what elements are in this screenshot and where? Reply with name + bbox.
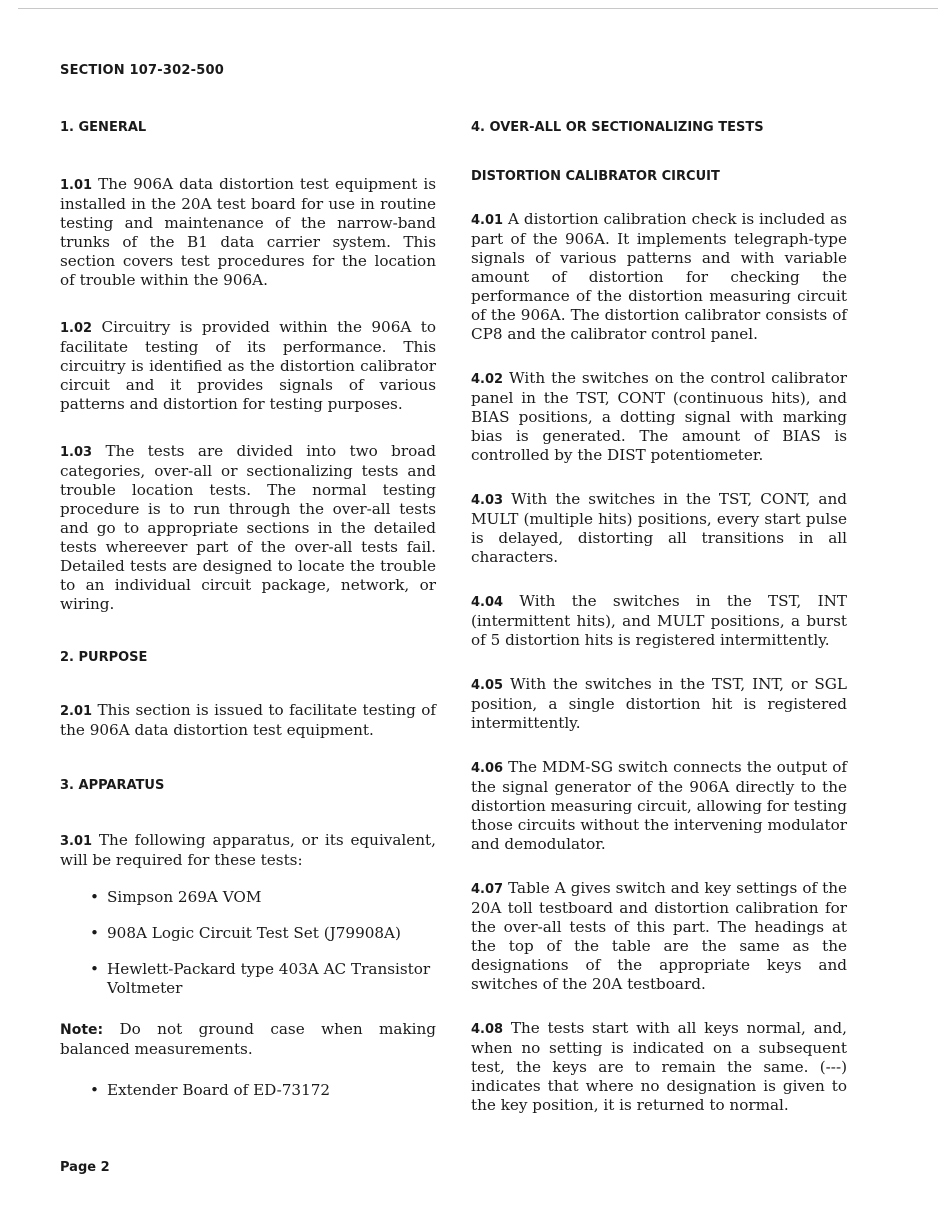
paragraph-number: 1.02: [60, 321, 93, 336]
paragraph-text: With the switches in the TST, INT (intermittent hits), and MULT positions, a burst of 5 distortion hits is registered intermittently.: [471, 592, 847, 649]
paragraph-number: 2.01: [60, 704, 93, 719]
general-heading: 1. GENERAL: [60, 120, 147, 135]
paragraph-1-01: [60, 175, 436, 290]
purpose-heading: 2. PURPOSE: [60, 650, 148, 665]
paragraph-1-03: [60, 442, 436, 614]
paragraph-text: With the switches in the TST, CONT, and MULT (multiple hits) positions, every start pulse is delayed, distorting all transitions in all characters.: [471, 490, 847, 566]
paragraph-4-03: [471, 490, 847, 567]
bullet-icon: •: [90, 1081, 99, 1099]
bullet-icon: •: [90, 888, 99, 906]
note-label: Note:: [60, 1022, 104, 1038]
paragraph-text: The MDM-SG switch connects the output of the signal generator of the 906A directly to the distortion measuring circuit, allowing for testing those circuits without the intervening modulator and demodulator.: [471, 758, 848, 853]
distortion-calibrator-heading: DISTORTION CALIBRATOR CIRCUIT: [471, 169, 720, 184]
paragraph-text: Circuitry is provided within the 906A to facilitate testing of its performance. This circuitry is identified as the distortion calibrator circuit and it provides signals of various patterns and distortion for testing purposes.: [60, 318, 436, 413]
bullet-icon: •: [90, 960, 99, 978]
paragraph-text: The 906A data distortion test equipment is installed in the 20A test board for use in routine testing and maintenance of the narrow-band trunks of the B1 data carrier system. This section covers test procedures for the location of trouble within the 906A.: [60, 175, 436, 289]
paragraph-2-01: [60, 701, 436, 740]
top-rule: [18, 8, 938, 9]
paragraph-4-06: [471, 758, 847, 854]
note-text: Do not ground case when making balanced measurements.: [60, 1020, 437, 1058]
paragraph-4-04: [471, 592, 847, 650]
paragraph-3-01: [60, 831, 436, 870]
paragraph-4-05: [471, 675, 847, 733]
paragraph-4-01: [471, 210, 847, 344]
bullet-icon: •: [90, 924, 99, 942]
paragraph-4-08: [471, 1019, 847, 1115]
paragraph-number: 4.03: [471, 493, 504, 508]
paragraph-text: With the switches in the TST, INT, or SGL position, a single distortion hit is registered intermittently.: [471, 675, 848, 732]
paragraph-number: 1.03: [60, 445, 93, 460]
paragraph-number: 4.04: [471, 595, 504, 610]
paragraph-number: 4.05: [471, 678, 504, 693]
note: [60, 1020, 436, 1059]
apparatus-list-item: • Hewlett-Packard type 403A AC Transistor Voltmeter: [90, 960, 431, 997]
apparatus-list-item: • Extender Board of ED-73172: [90, 1081, 331, 1099]
paragraph-number: 4.07: [471, 882, 504, 897]
left-column: [60, 120, 436, 1100]
paragraph-4-02: [471, 369, 847, 465]
paragraph-number: 3.01: [60, 834, 93, 849]
paragraph-text: This section is issued to facilitate testing of the 906A data distortion test equipment.: [60, 701, 436, 739]
apparatus-list-item: • 908A Logic Circuit Test Set (J79908A): [90, 924, 401, 942]
paragraph-text: The following apparatus, or its equivalent, will be required for these tests:: [60, 831, 436, 869]
paragraph-text: With the switches on the control calibrator panel in the TST, CONT (continuous hits), and BIAS positions, a dotting signal with marking bias is generated. The amount of BIAS is controlled by the DIST potentiometer.: [471, 369, 847, 464]
paragraph-text: Table A gives switch and key settings of the 20A toll testboard and distortion calibration for the over-all tests of this part. The headings at the top of the table are the same as the designations of the appropriate keys and switches of the 20A testboard.: [471, 879, 847, 993]
paragraph-number: 4.02: [471, 372, 504, 387]
apparatus-list-item: • Simpson 269A VOM: [90, 888, 262, 906]
right-column: [471, 120, 847, 1115]
paragraph-number: 4.01: [471, 213, 504, 228]
paragraph-text: A distortion calibration check is included as part of the 906A. It implements telegraph-type signals of various patterns and with variable amount of distortion for checking the performance of the distortion measuring circuit of the 906A. The distortion calibrator consists of CP8 and the calibrator control panel.: [471, 210, 847, 343]
apparatus-heading: 3. APPARATUS: [60, 778, 165, 793]
paragraph-text: The tests start with all keys normal, and, when no setting is indicated on a subsequent test, the keys are to remain the same. (---) indicates that where no designation is given to the key position, it is returned to normal.: [471, 1019, 847, 1114]
paragraph-number: 1.01: [60, 178, 93, 193]
overall-tests-heading: 4. OVER-ALL OR SECTIONALIZING TESTS: [471, 120, 764, 135]
section-header: SECTION 107-302-500: [60, 63, 224, 78]
paragraph-4-07: [471, 879, 847, 994]
paragraph-number: 4.08: [471, 1022, 504, 1037]
page-number: Page 2: [60, 1160, 110, 1175]
paragraph-1-02: [60, 318, 436, 414]
paragraph-number: 4.06: [471, 761, 504, 776]
paragraph-text: The tests are divided into two broad categories, over-all or sectionalizing tests and trouble location tests. The normal testing procedure is to run through the over-all tests and go to appropriate sections in the detailed tests whereever part of the over-all tests fail. Detailed tests are designed to locate the trouble to an individual circuit package, network, or wiring.: [60, 442, 437, 613]
